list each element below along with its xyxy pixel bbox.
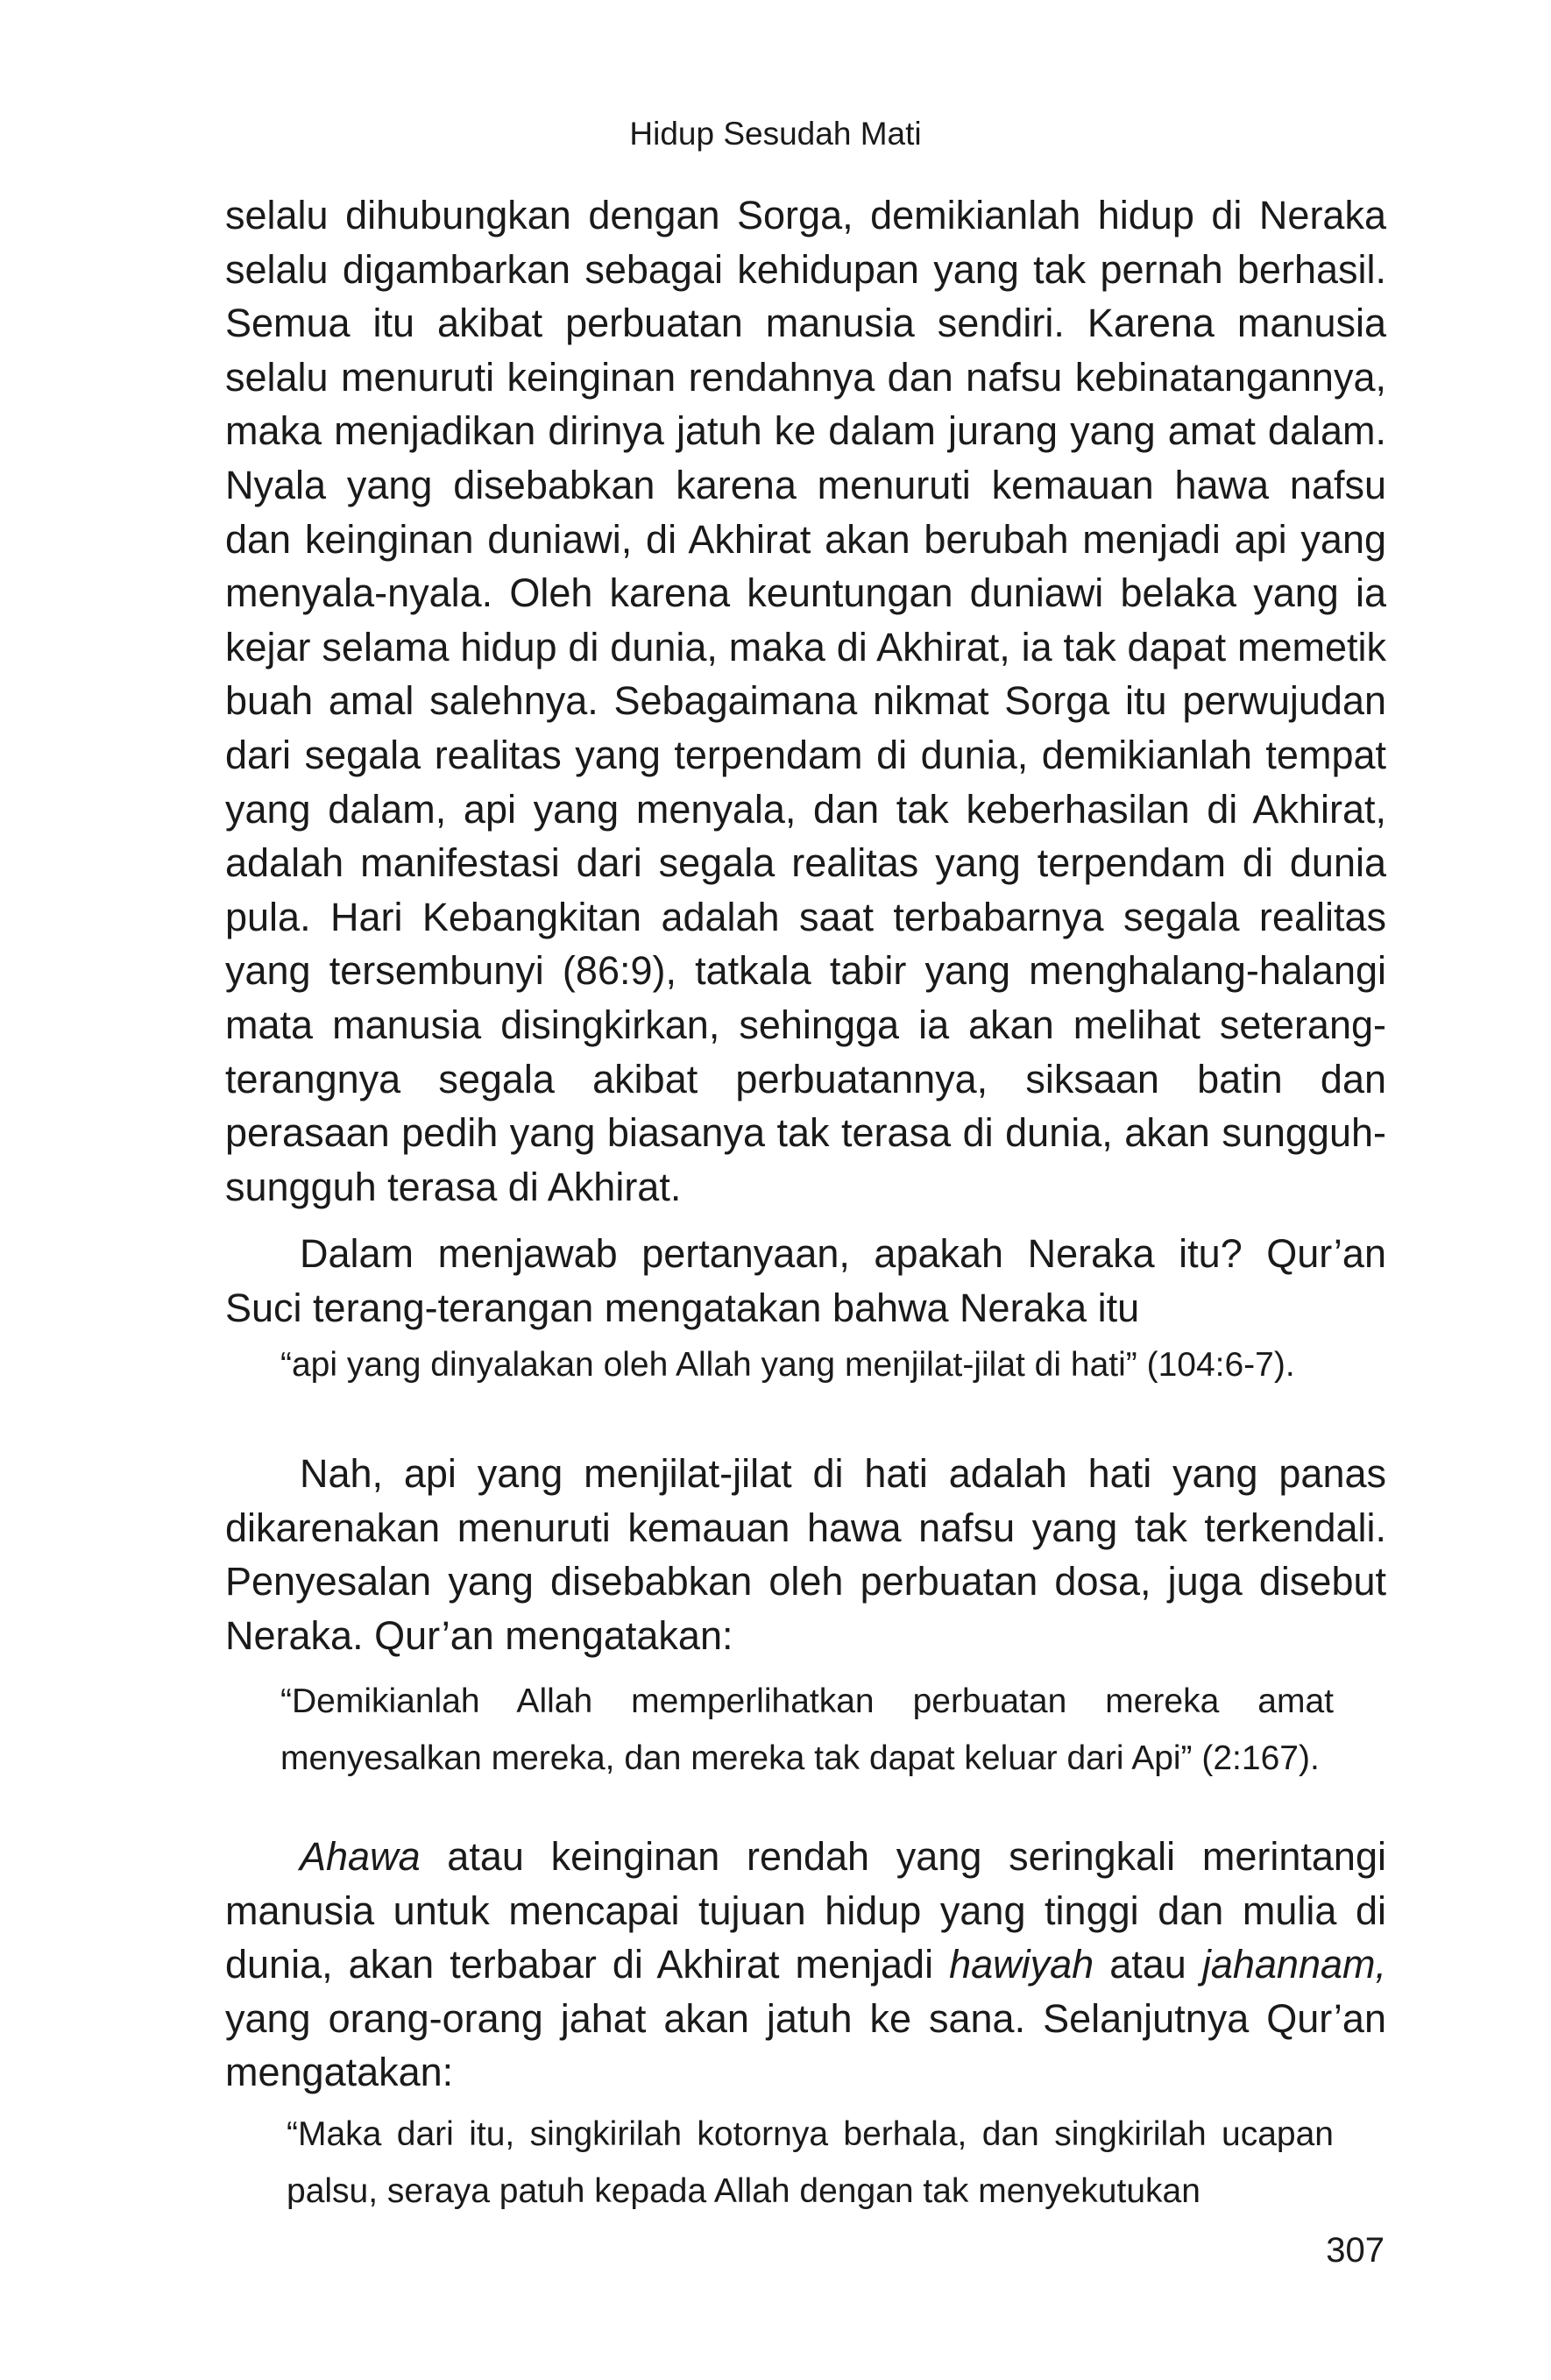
paragraph-ahawa-text-1: atau keinginan rendah yang seringkali merintangi manusia untuk mencapai tujuan hidup yang tinggi dan mulia di dunia, akan terbabar di Akhirat menjadi: [225, 1834, 1386, 1987]
term-jahannam: jahannam,: [1201, 1942, 1386, 1987]
quote-berhala: “Maka dari itu, singkirilah kotornya berhala, dan singkirilah ucapan palsu, seraya patuh kepada Allah dengan tak menyekutukan: [287, 2115, 1334, 2210]
term-ahawa: Ahawa: [300, 1834, 421, 1879]
paragraph-neraka-consequences: selalu dihubungkan dengan Sorga, demikianlah hidup di Neraka selalu digambarkan sebagai kehidupan yang tak pernah berhasil. Semua itu akibat perbuatan manusia sendiri. Karena manusia selalu menuruti keinginan rendahnya dan nafsu kebinatangannya, maka menjadikan dirinya jatuh ke dalam jurang yang amat dalam. Nyala yang disebabkan karena menuruti kemauan hawa nafsu dan keinginan duniawi, di Akhirat akan berubah menjadi api yang menyala-nyala. Oleh karena keuntungan duniawi belaka yang ia kejar selama hidup di dunia, maka di Akhirat, ia tak dapat memetik buah amal salehnya. Sebagaimana nikmat Sorga itu perwujudan dari segala realitas yang terpendam di dunia, demikianlah tempat yang dalam, api yang menyala, dan tak keberhasilan di Akhirat, adalah manifestasi dari segala realitas yang terpendam di dunia pula. Hari Kebangkitan adalah saat terbabarnya segala realitas yang tersembunyi (86:9), tatkala tabir yang menghalang-halangi mata manusia disingkirkan, sehingga ia akan melihat seterang-terangnya segala akibat perbuatannya, siksaan batin dan perasaan pedih yang biasanya tak terasa di dunia, akan sungguh-sungguh terasa di Akhirat.: [225, 193, 1386, 1209]
paragraph-question-neraka: Dalam menjawab pertanyaan, apakah Neraka itu? Qur’an Suci terang-terangan mengatakan bahwa Neraka itu: [225, 1231, 1386, 1330]
paragraph-ahawa: [225, 1830, 1386, 2100]
paragraph-ahawa-text-3: yang orang-orang jahat akan jatuh ke sana. Selanjutnya Qur’an mengatakan:: [225, 1995, 1386, 2095]
paragraph-ahawa-text-2: atau: [1094, 1942, 1202, 1987]
term-hawiyah: hawiyah: [949, 1942, 1094, 1987]
quote-104-6-7: “api yang dinyalakan oleh Allah yang menjilat-jilat di hati” (104:6-7).: [280, 1346, 1295, 1384]
quote-2-167: “Demikianlah Allah memperlihatkan perbuatan mereka amat menyesalkan mereka, dan mereka tak dapat keluar dari Api” (2:167).: [280, 1682, 1334, 1777]
running-header: Hidup Sesudah Mati: [629, 116, 922, 152]
paragraph-hati-panas: Nah, api yang menjilat-jilat di hati adalah hati yang panas dikarenakan menuruti kemauan hawa nafsu yang tak terkendali. Penyesalan yang disebabkan oleh perbuatan dosa, juga disebut Neraka. Qur’an mengatakan:: [225, 1451, 1386, 1658]
page-number: 307: [1326, 2231, 1385, 2270]
